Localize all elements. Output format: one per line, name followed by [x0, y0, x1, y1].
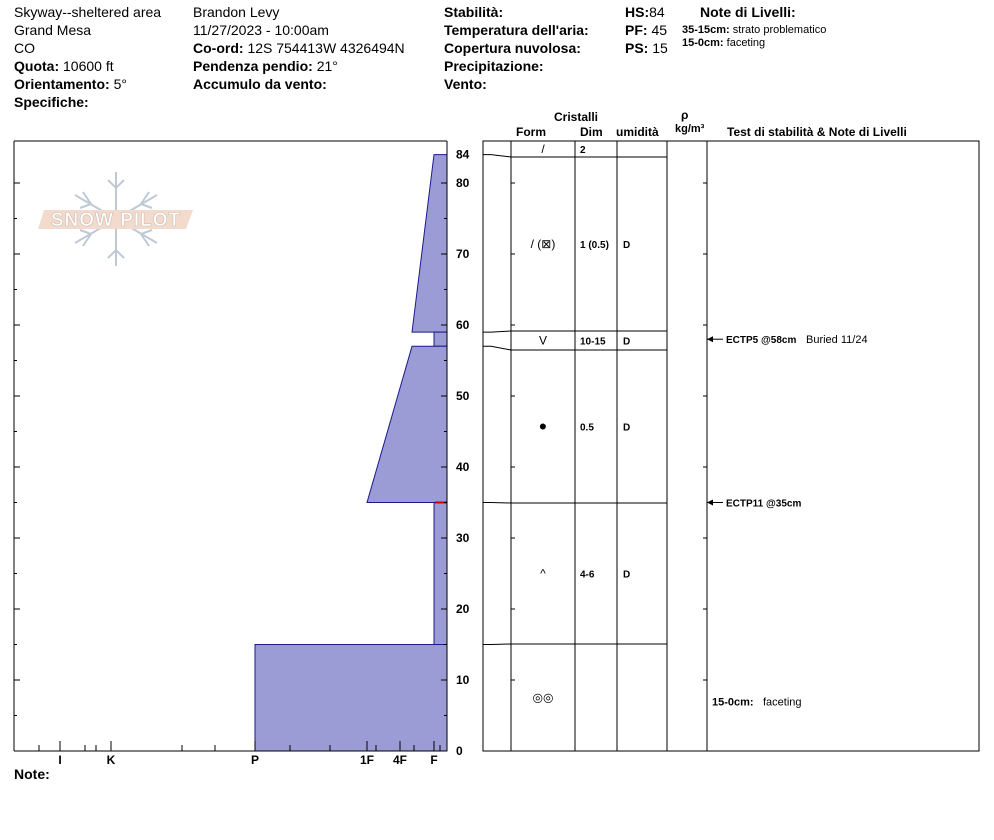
layer-size: 10-15: [580, 336, 606, 348]
layer-size: 1 (0.5): [580, 240, 609, 251]
test-label: ECTP5 @58cm: [726, 335, 797, 347]
ps-value: 15: [652, 40, 668, 56]
pf-label: PF:: [625, 22, 648, 38]
x-tick-label: K: [106, 753, 116, 767]
ps-label: PS:: [625, 40, 649, 56]
hardness-profile: [255, 155, 447, 751]
rho-unit-header: kg/m³: [675, 123, 705, 135]
y-tick-label: 30: [456, 531, 470, 545]
cloud-cover-label: Copertura nuvolosa:: [444, 40, 581, 56]
area-name: Grand Mesa: [14, 22, 92, 38]
specifics-label: Specifiche:: [14, 94, 89, 110]
layer-form-symbol: ^: [540, 566, 546, 581]
layer-moisture: D: [623, 240, 631, 251]
elevation-label: Quota:: [14, 58, 60, 74]
y-tick-label: 84: [456, 147, 470, 162]
air-temp-label: Temperatura dell'aria:: [444, 22, 589, 38]
coord-label: Co-ord:: [193, 40, 244, 56]
wind-loading-label: Accumulo da vento:: [193, 76, 327, 92]
state-name: CO: [14, 40, 35, 56]
layer-note-1-range: 35-15cm:: [682, 24, 730, 36]
crystals-header: Cristalli: [554, 110, 599, 124]
layer-form-symbol: / (⊠): [530, 237, 556, 251]
depth-connector: [483, 346, 511, 350]
test-label: ECTP11 @35cm: [726, 498, 802, 510]
x-tick-label: P: [250, 753, 260, 767]
x-tick-label: F: [430, 753, 438, 767]
layer-note-2-range: 15-0cm:: [682, 37, 724, 49]
y-tick-label: 0: [456, 744, 463, 758]
layer-size: 2: [580, 145, 586, 156]
y-tick-label: 20: [456, 602, 470, 616]
pf-value: 45: [651, 22, 668, 38]
layer-form-symbol: ●: [538, 417, 548, 434]
coord-value: 12S 754413W 4326494N: [247, 40, 405, 56]
layer-moisture: D: [623, 422, 631, 434]
y-tick-label: 50: [456, 389, 470, 403]
test-pointer-arrow: [707, 336, 713, 342]
x-tick-label: 4F: [392, 753, 408, 767]
stability-label: Stabilità:: [444, 4, 504, 20]
form-header: Form: [516, 125, 546, 139]
layer-notes-title: Note di Livelli:: [700, 4, 796, 20]
slope-label: Pendenza pendio:: [193, 58, 313, 74]
layer-size: 0.5: [580, 422, 594, 434]
layer-note-text: faceting: [763, 696, 802, 709]
table-border: [483, 141, 979, 751]
hardness-layer-5: [255, 645, 447, 752]
hardness-layer-3: [367, 346, 447, 502]
layer-form-symbol: ◎◎: [532, 690, 554, 705]
observation-datetime: 11/27/2023 - 10:00am: [193, 22, 329, 38]
layer-form-symbol: V: [538, 333, 548, 348]
layer-moisture: D: [623, 336, 631, 348]
hs-label: HS:: [625, 4, 650, 20]
rho-header: ρ: [681, 108, 689, 122]
hardness-layer-1: [412, 155, 447, 333]
layer-moisture: D: [623, 569, 631, 581]
site-name: Skyway--sheltered area: [14, 4, 162, 20]
wind-label: Vento:: [444, 76, 487, 92]
depth-connector: [483, 503, 511, 504]
layer-note-range: 15-0cm:: [712, 696, 754, 709]
y-tick-label: 10: [456, 673, 470, 687]
layer-size: 4-6: [580, 569, 595, 581]
depth-connector: [483, 331, 511, 332]
layer-table: [483, 141, 979, 751]
test-note: Buried 11/24: [806, 334, 868, 347]
layer-form-symbol: /: [541, 142, 545, 156]
aspect-value: 5°: [113, 76, 127, 92]
aspect-label: Orientamento:: [14, 76, 110, 92]
depth-connector: [483, 644, 511, 645]
y-tick-label: 60: [456, 318, 470, 332]
precipitation-label: Precipitazione:: [444, 58, 544, 74]
hardness-layer-2: [434, 332, 447, 346]
x-tick-label: I: [58, 753, 62, 767]
slope-value: 21°: [316, 58, 338, 74]
moisture-header: umidità: [616, 125, 659, 139]
layer-note-2-text: faceting: [726, 37, 766, 49]
logo-text: SNOW PILOT: [50, 210, 182, 231]
tests-header: Test di stabilità & Note di Livelli: [727, 125, 907, 139]
snowpilot-logo: [38, 172, 193, 266]
layer-note-1-text: strato problematico: [732, 24, 827, 36]
size-header: Dim: [580, 125, 603, 139]
depth-connector: [483, 155, 511, 157]
notes-label: Note:: [14, 766, 50, 782]
y-tick-label: 80: [456, 176, 470, 190]
x-tick-label: 1F: [359, 753, 375, 767]
observer-name: Brandon Levy: [193, 4, 280, 20]
y-tick-label: 40: [456, 460, 470, 474]
elevation-value: 10600 ft: [63, 58, 114, 74]
y-tick-label: 70: [456, 247, 470, 261]
hs-value: 84: [649, 4, 665, 20]
test-pointer-arrow: [707, 500, 713, 506]
